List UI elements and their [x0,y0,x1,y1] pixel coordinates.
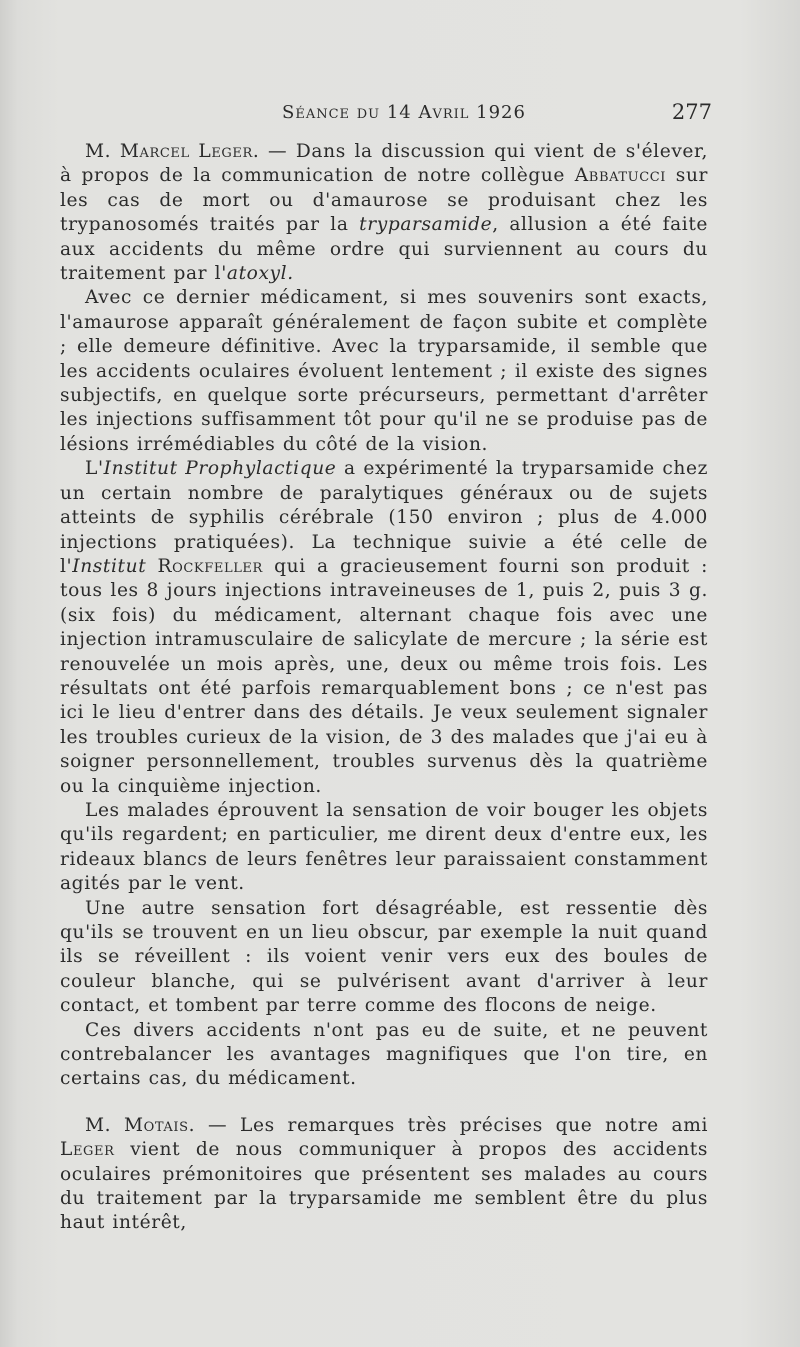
paragraph-leger-intro [60,140,708,286]
paragraph-obscur: Une autre sensation fort désagréable, est ressentie dès qu'ils se trouvent en un lieu obscur, par exemple la nuit quand ils se réveillent : ils voient venir vers eux des boules de couleur blanche, qui se pulvérisent avant d'arriver à leur contact, et tombent par terre comme des flocons de neige. [60,897,708,1017]
paragraph-text: qui a gracieusement fourni son produit : tous les 8 jours injections intraveineuses de 1, puis 2, puis 3 g. (six fois) du médicament, alternant chaque fois avec une injection intramusculaire de salicylate de mercure ; la série est renouvelée un mois après, une, deux ou même trois fois. Les résultats ont été parfois remarquablement bons ; ce n'est pas ici le lieu d'entrer dans des détails. Je veux seulement signaler les troubles curieux de la vision, de 3 des malades que j'ai eu à soigner personnellement, troubles survenus dès la quatrième ou la cinquième injection. [60,555,708,797]
body-text [60,140,708,1236]
person-name: Abbatucci [574,165,667,187]
paragraph-text: — Les remarques très précises que notre ami [195,1114,708,1136]
italic-term: tryparsamide [359,214,493,236]
italic-term: atoxyl. [226,263,294,285]
paragraph-amaurose: Avec ce dernier médicament, si mes souvenirs sont exacts, l'amaurose apparaît généralement de façon subite et complète ; elle demeure définitive. Avec la tryparsamide, il semble que les accidents oculaires évoluent lentement ; il existe des signes subjectifs, en quelque sorte précurseurs, permettant d'arrêter les injections suffisamment tôt pour qu'il ne se produise pas de lésions irrémédiables du côté de la vision. [60,287,708,455]
paragraph-text [146,556,157,577]
italic-term: Institut Prophylactique [103,458,337,480]
paragraph-text: — Dans la discussion qui vient de s'élever, à propos de la communication de notre collègue [60,141,708,187]
paragraph-motais [60,1114,708,1236]
italic-term: Institut [72,555,147,577]
speaker-name: M. Motais. [85,1114,196,1136]
paragraph-text: L' [85,458,104,480]
paragraph-text: vient de nous communiquer à propos des accidents oculaires prémonitoires que présentent ses malades au cours du traitement par la tryparsamide me semblent être du plus haut intérêt, [60,1139,708,1234]
person-name: Leger [60,1139,115,1161]
paragraph-sensation: Les malades éprouvent la sensation de voir bouger les objets qu'ils regardent; en particulier, me dirent deux d'entre eux, les rideaux blancs de leurs fenêtres leur paraissaient constamment agités par le vent. [60,799,708,895]
paragraph-conclusion: Ces divers accidents n'ont pas eu de suite, et ne peuvent contrebalancer les avantages magnifiques que l'on tire, en certains cas, du médicament. [60,1019,708,1090]
running-title: Séance du 14 Avril 1926 [282,102,526,123]
paragraph-institut [60,457,708,799]
institution-name: Rockfeller [157,555,263,577]
page-number: 277 [671,100,712,124]
paragraph-text: a expérimenté la tryparsamide chez un certain nombre de paralytiques généraux ou de sujets atteints de syphilis cérébrale (150 environ ; plus de 4.000 injections pratiquées). La technique suivie a été celle de l' [60,458,708,577]
speaker-name: M. Marcel Leger. [85,141,260,162]
page-header [60,98,712,128]
paragraph-text: , allusion a été faite aux accidents du même ordre qui surviennent au cours du traitement par l' [60,214,708,285]
paragraph-text: sur les cas de mort ou d'amaurose se produisant chez les trypanosomés traités par la [60,165,709,236]
